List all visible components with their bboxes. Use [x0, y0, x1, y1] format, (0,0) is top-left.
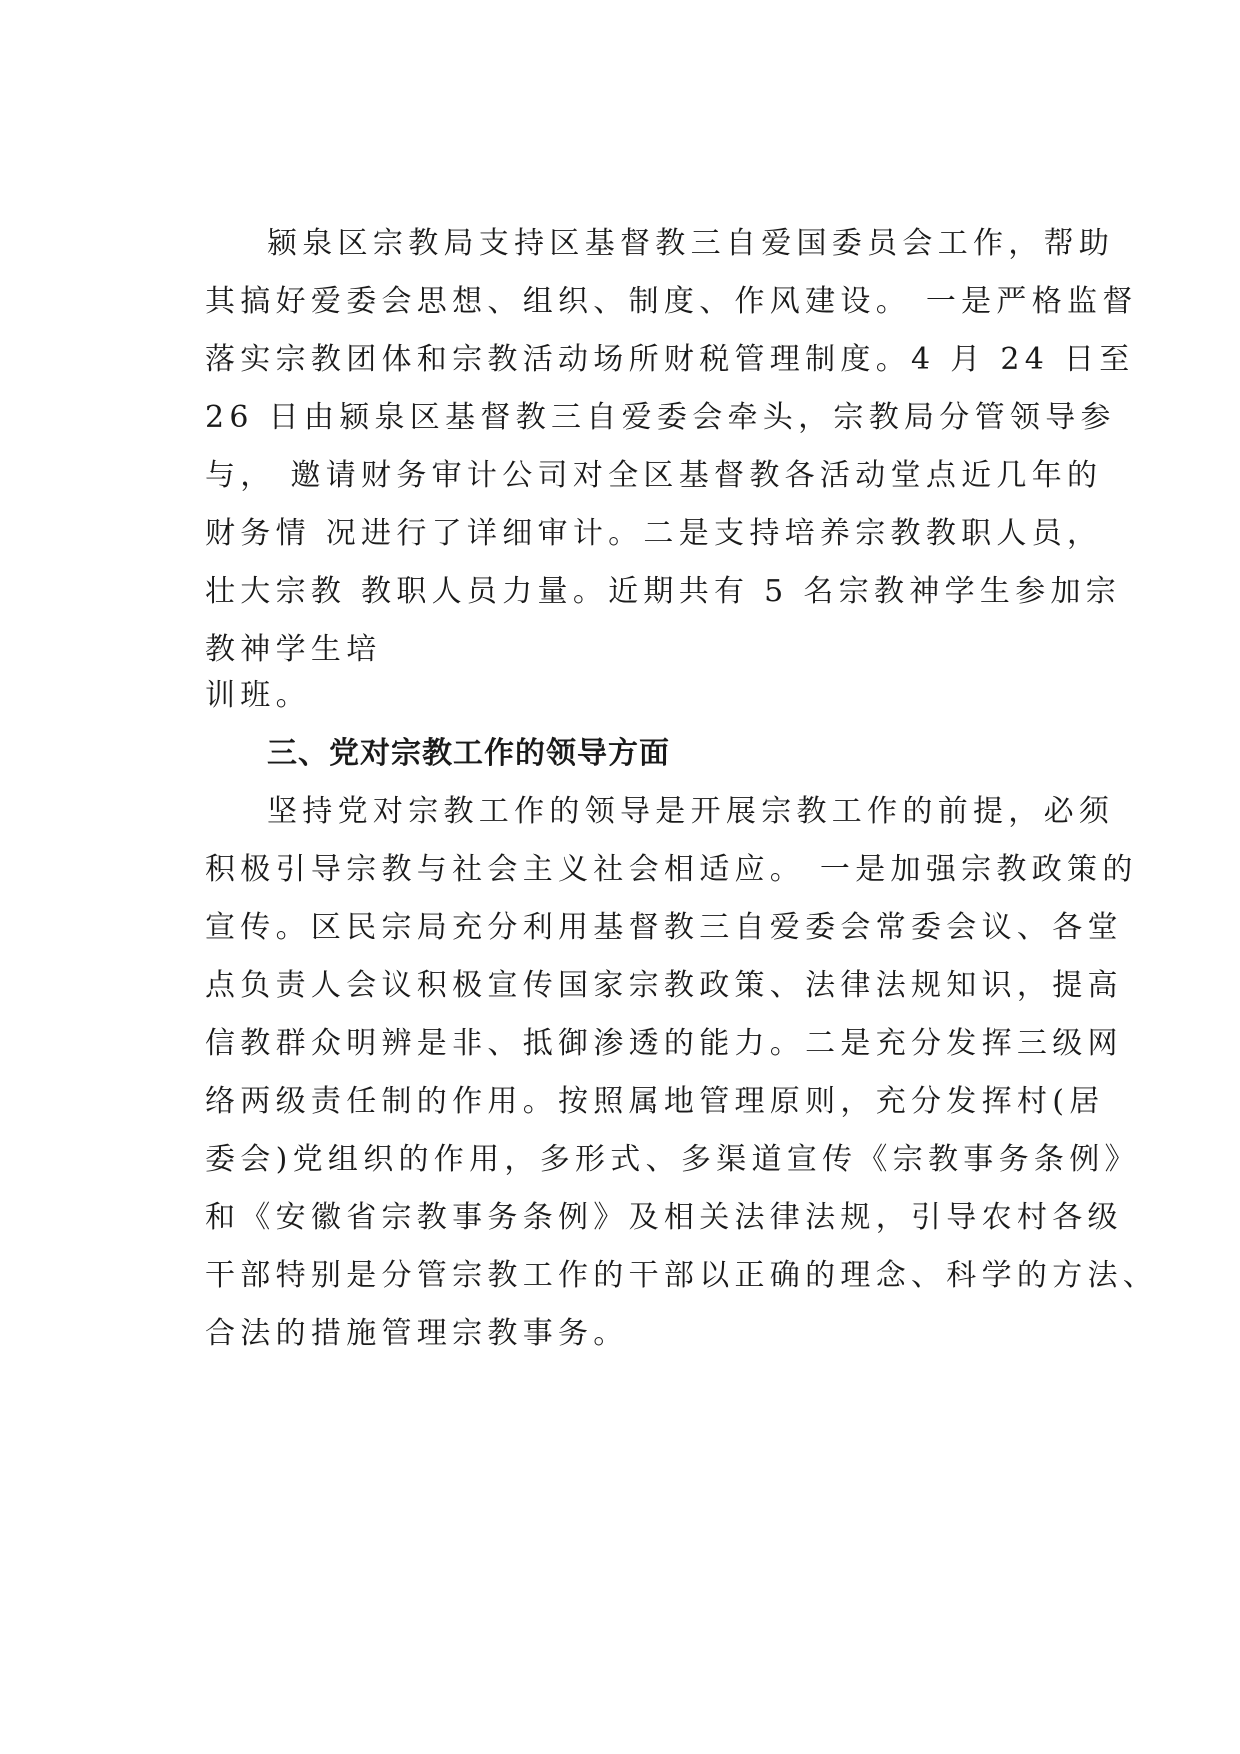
- paragraph-1-line-2: 其搞好爱委会思想、组织、制度、作风建设。 一是严格监督: [205, 284, 1138, 319]
- paragraph-2-line-6: 络两级责任制的作用。按照属地管理原则，充分发挥村(居: [205, 1084, 1105, 1119]
- paragraph-1-line-6: 财务情 况进行了详细审计。二是支持培养宗教教职人员，: [205, 516, 1103, 551]
- paragraph-1-line-5: 与， 邀请财务审计公司对全区基督教各活动堂点近几年的: [205, 458, 1103, 493]
- paragraph-2-line-2: 积极引导宗教与社会主义社会相适应。 一是加强宗教政策的: [205, 852, 1138, 887]
- paragraph-2-line-4: 点负责人会议积极宣传国家宗教政策、法律法规知识，提高: [205, 968, 1123, 1003]
- paragraph-2-line-10: 合法的措施管理宗教事务。: [205, 1316, 629, 1351]
- paragraph-1-line-7: 壮大宗教 教职人员力量。近期共有 5 名宗教神学生参加宗: [205, 574, 1122, 609]
- paragraph-2-line-5: 信教群众明辨是非、抵御渗透的能力。二是充分发挥三级网: [205, 1026, 1123, 1061]
- paragraph-1-line-9: 训班。: [205, 678, 311, 713]
- paragraph-2-line-1: 坚持党对宗教工作的领导是开展宗教工作的前提，必须: [267, 794, 1115, 829]
- paragraph-2-line-8: 和《安徽省宗教事务条例》及相关法律法规，引导农村各级: [205, 1200, 1123, 1235]
- paragraph-1-line-1: 颍泉区宗教局支持区基督教三自爱国委员会工作，帮助: [267, 226, 1115, 261]
- paragraph-2-line-9: 干部特别是分管宗教工作的干部以正确的理念、科学的方法、: [205, 1258, 1159, 1293]
- paragraph-1-line-3: 落实宗教团体和宗教活动场所财税管理制度。4 月 24 日至: [205, 342, 1135, 377]
- paragraph-2-line-7: 委会)党组织的作用，多形式、多渠道宣传《宗教事务条例》: [205, 1142, 1140, 1177]
- paragraph-2-line-3: 宣传。区民宗局充分利用基督教三自爱委会常委会议、各堂: [205, 910, 1123, 945]
- section-heading-3: 三、党对宗教工作的领导方面: [267, 736, 670, 771]
- paragraph-1-line-4: 26 日由颍泉区基督教三自爱委会牵头，宗教局分管领导参: [205, 400, 1116, 435]
- paragraph-1-line-8: 教神学生培: [205, 632, 382, 667]
